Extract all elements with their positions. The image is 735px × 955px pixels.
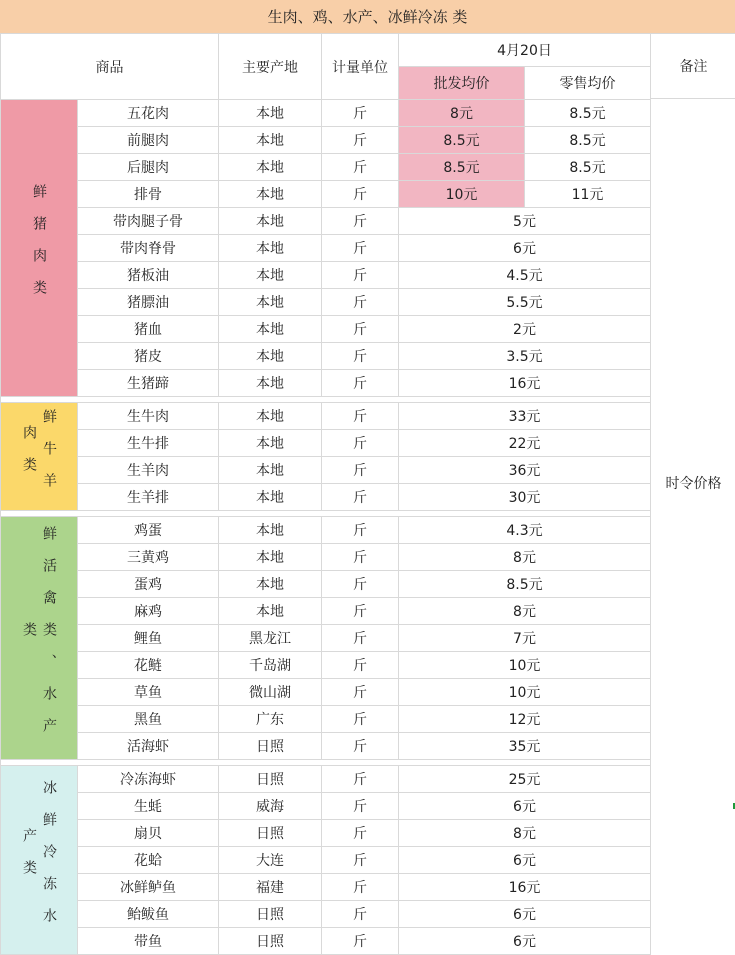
header-date: 4月20日 [399,34,651,67]
product-unit: 斤 [322,289,399,316]
table-row [1,370,651,397]
product-unit: 斤 [322,181,399,208]
price: 33元 [399,403,651,430]
product-name: 冰鲜鲈鱼 [78,874,219,901]
product-unit: 斤 [322,235,399,262]
product-unit: 斤 [322,208,399,235]
product-name: 生猪蹄 [78,370,219,397]
product-origin: 微山湖 [219,679,322,706]
table-row [1,154,651,181]
product-origin: 本地 [219,127,322,154]
product-name: 生羊排 [78,484,219,511]
table-row [1,262,651,289]
price: 16元 [399,874,651,901]
table-row [1,928,651,955]
product-name: 黑鱼 [78,706,219,733]
product-name: 排骨 [78,181,219,208]
table-row [1,235,651,262]
product-unit: 斤 [322,517,399,544]
price: 2元 [399,316,651,343]
price: 6元 [399,928,651,955]
product-unit: 斤 [322,457,399,484]
product-name: 活海虾 [78,733,219,760]
product-unit: 斤 [322,544,399,571]
price-table [0,33,651,955]
table-row [1,289,651,316]
product-name: 蛋鸡 [78,571,219,598]
product-unit: 斤 [322,370,399,397]
category-beef: 鲜牛羊肉类 [1,403,78,511]
product-origin: 本地 [219,316,322,343]
product-name: 猪膘油 [78,289,219,316]
product-origin: 本地 [219,154,322,181]
product-origin: 日照 [219,928,322,955]
price: 4.5元 [399,262,651,289]
product-name: 后腿肉 [78,154,219,181]
product-unit: 斤 [322,343,399,370]
table-row [1,625,651,652]
header-unit: 计量单位 [322,34,399,100]
product-unit: 斤 [322,154,399,181]
table-row [1,544,651,571]
table-row [1,484,651,511]
product-unit: 斤 [322,652,399,679]
product-origin: 千岛湖 [219,652,322,679]
product-name: 鸡蛋 [78,517,219,544]
product-name: 花鲢 [78,652,219,679]
product-name: 麻鸡 [78,598,219,625]
product-unit: 斤 [322,733,399,760]
price: 6元 [399,847,651,874]
price: 4.3元 [399,517,651,544]
table-row [1,793,651,820]
table-row [1,847,651,874]
table-row [1,343,651,370]
table-row [1,766,651,793]
product-unit: 斤 [322,706,399,733]
product-origin: 本地 [219,208,322,235]
price: 8元 [399,544,651,571]
product-origin: 本地 [219,403,322,430]
product-origin: 本地 [219,517,322,544]
header-wholesale: 批发均价 [399,67,525,100]
product-name: 草鱼 [78,679,219,706]
price: 5元 [399,208,651,235]
product-name: 生牛肉 [78,403,219,430]
remark-column [650,33,735,925]
product-name: 三黄鸡 [78,544,219,571]
product-origin: 本地 [219,457,322,484]
wholesale-price: 8元 [399,100,525,127]
price: 16元 [399,370,651,397]
price: 12元 [399,706,651,733]
table-row [1,316,651,343]
product-unit: 斤 [322,928,399,955]
product-unit: 斤 [322,484,399,511]
header-retail: 零售均价 [525,67,651,100]
product-name: 带肉脊骨 [78,235,219,262]
product-name: 生蚝 [78,793,219,820]
table-row [1,571,651,598]
product-name: 带肉腿子骨 [78,208,219,235]
price: 25元 [399,766,651,793]
table-row [1,181,651,208]
product-origin: 本地 [219,484,322,511]
product-unit: 斤 [322,430,399,457]
remark-text: 时令价格 [665,476,722,492]
price: 35元 [399,733,651,760]
product-origin: 本地 [219,100,322,127]
product-unit: 斤 [322,403,399,430]
product-origin: 本地 [219,343,322,370]
product-origin: 本地 [219,289,322,316]
product-origin: 本地 [219,235,322,262]
product-unit: 斤 [322,679,399,706]
product-unit: 斤 [322,625,399,652]
product-unit: 斤 [322,874,399,901]
retail-price: 8.5元 [525,154,651,181]
product-unit: 斤 [322,901,399,928]
price: 10元 [399,679,651,706]
table-row [1,820,651,847]
table-row [1,733,651,760]
price: 36元 [399,457,651,484]
price: 6元 [399,901,651,928]
product-name: 鲐鲅鱼 [78,901,219,928]
price: 8元 [399,598,651,625]
table-row [1,100,651,127]
header-origin: 主要产地 [219,34,322,100]
price: 6元 [399,793,651,820]
product-unit: 斤 [322,847,399,874]
price: 8元 [399,820,651,847]
retail-price: 8.5元 [525,127,651,154]
table-row [1,208,651,235]
product-name: 生羊肉 [78,457,219,484]
table-row [1,706,651,733]
product-origin: 日照 [219,733,322,760]
product-origin: 大连 [219,847,322,874]
product-origin: 本地 [219,262,322,289]
product-name: 五花肉 [78,100,219,127]
table-row [1,403,651,430]
product-origin: 日照 [219,820,322,847]
product-unit: 斤 [322,262,399,289]
product-unit: 斤 [322,571,399,598]
table-row [1,517,651,544]
product-origin: 本地 [219,370,322,397]
product-origin: 威海 [219,793,322,820]
price: 22元 [399,430,651,457]
product-origin: 日照 [219,766,322,793]
category-frozen: 冰鲜冷冻水产类 [1,766,78,955]
wholesale-price: 8.5元 [399,154,525,181]
table-row [1,652,651,679]
price: 3.5元 [399,343,651,370]
table-row [1,457,651,484]
header-product: 商品 [1,34,219,100]
product-name: 鲤鱼 [78,625,219,652]
product-origin: 本地 [219,430,322,457]
product-name: 带鱼 [78,928,219,955]
product-origin: 本地 [219,181,322,208]
price: 6元 [399,235,651,262]
product-origin: 本地 [219,598,322,625]
product-unit: 斤 [322,793,399,820]
sheet-title: 生肉、鸡、水产、冰鲜冷冻 类 [0,0,735,34]
product-origin: 广东 [219,706,322,733]
table-row [1,874,651,901]
category-pork: 鲜猪肉类 [1,100,78,397]
product-origin: 福建 [219,874,322,901]
price: 5.5元 [399,289,651,316]
product-name: 扇贝 [78,820,219,847]
header-remark: 备注 [651,33,735,99]
table-row [1,679,651,706]
product-name: 前腿肉 [78,127,219,154]
table-row [1,598,651,625]
product-name: 冷冻海虾 [78,766,219,793]
price: 10元 [399,652,651,679]
product-name: 生牛排 [78,430,219,457]
table-row [1,430,651,457]
product-name: 猪血 [78,316,219,343]
product-unit: 斤 [322,316,399,343]
price: 30元 [399,484,651,511]
product-name: 猪板油 [78,262,219,289]
product-unit: 斤 [322,100,399,127]
product-origin: 黑龙江 [219,625,322,652]
product-unit: 斤 [322,820,399,847]
wholesale-price: 10元 [399,181,525,208]
product-origin: 本地 [219,544,322,571]
product-name: 猪皮 [78,343,219,370]
retail-price: 11元 [525,181,651,208]
table-row [1,127,651,154]
product-unit: 斤 [322,127,399,154]
wholesale-price: 8.5元 [399,127,525,154]
product-unit: 斤 [322,598,399,625]
table-row [1,901,651,928]
category-poultry: 鲜活禽类、水产类 [1,517,78,760]
product-name: 花蛤 [78,847,219,874]
price: 8.5元 [399,571,651,598]
product-unit: 斤 [322,766,399,793]
price: 7元 [399,625,651,652]
product-origin: 本地 [219,571,322,598]
product-origin: 日照 [219,901,322,928]
retail-price: 8.5元 [525,100,651,127]
